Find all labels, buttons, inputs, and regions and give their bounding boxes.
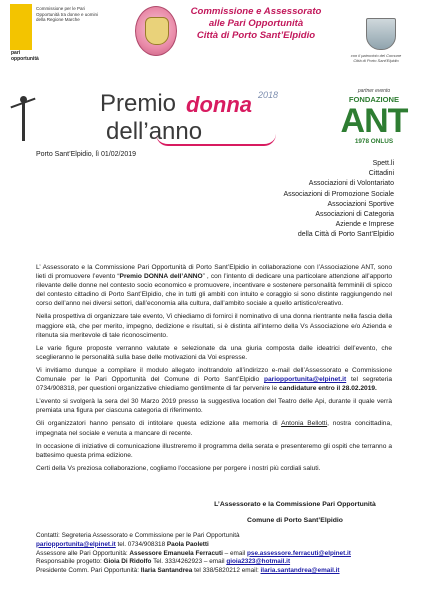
paragraph-jury: Le varie figure proposte verranno valutate e selezionate da una giuria composta dalle ideatrici dell’evento, che sceglieranno le personalità sulla base delle motivazioni da Voi espresse. xyxy=(36,344,392,361)
paragraph-event-date: L’evento si svolgerà la sera del 30 Marzo 2019 presso la suggestiva location del Teatro delle Api, durante il quale verrà premiata una figura per ciascuna categoria di riferimento. xyxy=(36,398,392,415)
ant-partner-label: partner evento xyxy=(357,88,391,94)
pari-logo-text: Commissione per le Pari Opportunità tra donne e uomini della Regione Marche xyxy=(36,6,99,23)
recipient-line: Associazioni Sportive xyxy=(327,200,394,208)
city-seal-icon xyxy=(135,6,177,56)
logo-dellanno: dell’anno xyxy=(106,118,203,145)
event-name: Premio DONNA dell’ANNO xyxy=(119,273,203,281)
letter-body xyxy=(36,263,392,477)
letterhead xyxy=(0,0,424,80)
seal-shield-icon xyxy=(145,17,169,45)
signature-line-2: Comune di Porto Sant’Elpidio xyxy=(247,517,343,524)
logo-swoosh xyxy=(156,134,276,146)
recipient-line: della Città di Porto Sant’Elpidio xyxy=(297,231,394,239)
project-email-link[interactable]: gioia2323@hotmail.it xyxy=(226,558,291,566)
president-email-link[interactable]: ilaria.santandrea@email.it xyxy=(260,567,340,575)
pari-logo-label: pari opportunità xyxy=(11,50,39,62)
commission-line-1: Commissione e Assessorato xyxy=(190,6,322,17)
commission-line-2: alle Pari Opportunità xyxy=(208,18,304,29)
logo-premio: Premio xyxy=(100,90,177,117)
paragraph-closing: Certi della Vs preziosa collaborazione, cogliamo l’occasione per porgere i nostri più cordiali saluti. xyxy=(36,464,321,472)
contact-line-4: Responsabile progetto: Gioia Di Ridolfo Tel. 333/4262923 – email gioia2323@hotmail.it xyxy=(36,558,291,566)
signature-block xyxy=(200,497,390,529)
ant-logo xyxy=(330,88,418,145)
logo-donna: donna xyxy=(186,92,252,117)
ant-letters: ANT xyxy=(340,102,408,140)
ant-fondazione: FONDAZIONE xyxy=(348,95,400,104)
crest-caption: con il patrocinio del Comune Città di Porto Sant’Elpidio xyxy=(350,53,402,63)
recipient-line: Cittadini xyxy=(368,170,394,178)
commission-title xyxy=(186,6,326,42)
recipient-line: Aziende e Imprese xyxy=(335,221,394,229)
paragraph-request: Nella prospettiva di organizzare tale evento, Vi chiediamo di fornirci il nominativo di una donna rientrante nella fascia della maggiore età, che per merito, impegno, dedizione e risultati, si è distinta all’interno della Vs Associazione e/o Azienda e ritenuta sia meritevole di tale riconoscimento. xyxy=(36,313,392,339)
assessore-email-link[interactable]: pse.assessore.ferracuti@elpinet.it xyxy=(247,549,351,557)
contact-email-link[interactable]: pariopportunita@elpinet.it xyxy=(36,540,116,548)
recipient-line: Associazioni di Categoria xyxy=(315,211,394,219)
contact-line-3: Assessore alle Pari Opportunità: Assessore Emanuela Ferracuti – email pse.assessore.ferracuti@elpinet.it xyxy=(36,549,351,557)
paragraph-submission: Vi invitiamo dunque a compilare il modulo allegato inoltrandolo all’indirizzo e-mail dell’Assessorato e Commissione Comunale per le Pari Opportunità del Comune di Porto Sant’Elpidio pariopportunita@elpinet.it tel segreteria 0734/908318, per questioni organizzative chiediamo gentilmente di far pervenire le candidature entro il 28.02.2019. xyxy=(36,366,393,393)
dedicatee-name: Antonia Bellotti xyxy=(281,420,328,428)
paragraph-program: In occasione di iniziative di comunicazione illustreremo il programma della serata e presenteremo gli ospiti che terranno a battesimo questa prima edizione. xyxy=(36,442,392,459)
recipient-line: Associazioni di Promozione Sociale xyxy=(283,190,394,198)
recipient-line: Associazioni di Volontariato xyxy=(308,180,394,188)
signature-line-1: L’Assessorato e la Commissione Pari Opportunità xyxy=(214,501,376,508)
date-line: Porto Sant’Elpidio, lì 01/02/2019 xyxy=(36,151,137,158)
ant-onlus: 1978 ONLUS xyxy=(354,138,394,145)
dancer-silhouette-icon xyxy=(16,96,30,142)
pari-email-link[interactable]: pariopportunita@elpinet.it xyxy=(263,376,347,384)
logo-year: 2018 xyxy=(258,90,279,100)
contact-line-1: Contatti: Segreteria Assessorato e Commissione per le Pari Opportunità xyxy=(36,532,240,539)
deadline: candidature entro il 28.02.2019. xyxy=(279,385,377,393)
recipients-block xyxy=(284,159,395,241)
commission-line-3: Città di Porto Sant’Elpidio xyxy=(196,30,316,41)
paragraph-intro: L’ Assessorato e la Commissione Pari Opportunità di Porto Sant’Elpidio in collaborazione con l’Associazione ANT, sono lieti di promuovere l’evento “Premio DONNA dell’ANNO” , con l’intento di dedicare una particolare attenzione all’apporto rilevante delle donne nel contesto socio economico e promuovere, incentivare e sostenere personalità femminili di spicco del contesto cittadino di Porto Sant’Elpidio, che in tutti gli ambiti con intuito e coraggio si sono distinte raggiungendo nel corso dell’anno nei diversi settori, dall’economia alla cultura, dall’ambito sociale a quello artistico/creativo. xyxy=(36,264,392,308)
municipal-crest-icon xyxy=(366,18,396,50)
contact-line-5: Presidente Comm. Pari Opportunità: Ilaria Santandrea tel 338/5820212 email: ilaria.santandrea@email.it xyxy=(36,567,340,575)
contact-line-2: pariopportunita@elpinet.it tel. 0734/908318 Paola Paoletti xyxy=(36,540,209,548)
paragraph-dedication: Gli organizzatori hanno pensato di intitolare questa edizione alla memoria di Antonia Bellotti, nostra concittadina, impegnata nel sociale e venuta a mancare di recente. xyxy=(36,420,392,437)
premio-donna-logo xyxy=(100,90,280,160)
recipient-line: Spett.li xyxy=(372,160,394,167)
pari-opportunita-logo xyxy=(10,4,110,60)
contacts-block xyxy=(36,532,416,576)
pari-figure-icon xyxy=(10,4,32,50)
